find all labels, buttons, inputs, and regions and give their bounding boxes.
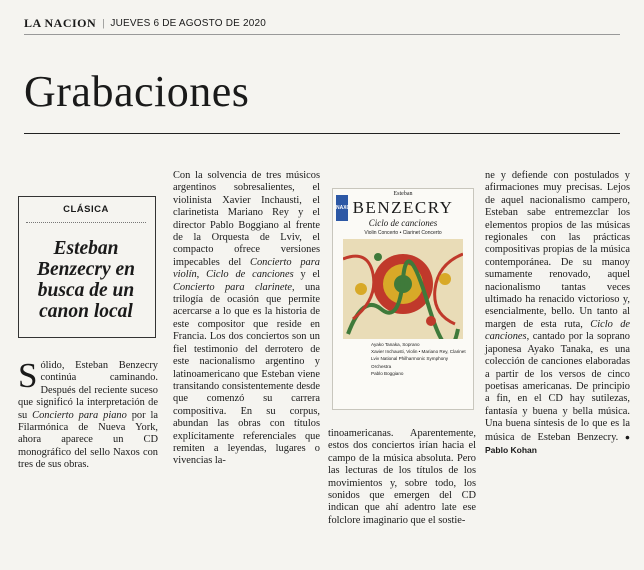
lead-text-2: por la Filarmónica de Nueva York, ahora aparece un CD monográfico del sello Naxos con tres de sus obras. [18, 409, 158, 471]
col2-text-1: Con la solvencia de tres músicos argentinos sobresalientes, el violinista Xavier Inchausti, el clarinetista Mariano Rey y el director Pablo Boggiano al frente de la Orquesta de Lviv, el compacto ofrece versiones impecables del [173, 170, 320, 268]
lead-paragraph [18, 356, 158, 472]
col2-italic-1: Concierto para violín [173, 256, 320, 281]
body-column-2 [173, 170, 320, 468]
masthead-separator: | [102, 17, 105, 29]
col4-italic-1: Ciclo de canciones [485, 318, 630, 343]
lead-text-1: ólido, Esteban Benzecry continúa caminando. Después del reciente suceso que significó la interpretación de su [18, 360, 158, 421]
col2-text-3: y el [293, 269, 320, 281]
newspaper-brand: LA NACION [24, 15, 97, 30]
headline: Esteban Benzecry en busca de un canon local [36, 238, 136, 322]
col4-text-1: ne y defiende con postulados y afirmaciones muy precisas. Lejos de aquel nacionalismo campero, Esteban sabe entremezclar los elementos propios de las músicas regionales con las prácticas compositivas propias de la música contemporánea. De su manoy sumamente renovado, aquel nacionalismo tantas veces ultimado ha renacido victorioso y, esencialmente, bello. Un tanto al margen de esta ruta, [485, 170, 630, 330]
cover-performer: Lviv National Philharmonic Symphony Orchestra [371, 356, 449, 369]
col2-text-2: , [196, 269, 207, 281]
body-column-4 [485, 170, 630, 457]
body-column-3: tinoamericanas. Aparentemente, estos dos conciertos irían hacia el campo de la música absoluta. Pero las lecturas de los títulos de los movimientos y, sobre todo, los sonidos que emergen del CD indican que ahí adentro late ese folclore imaginario que el sostie- [328, 428, 476, 526]
col2-text-4: , una trilogía de ocasión que permite acercarse a lo que es la historia de este compositor que reside en Francia. Los dos conciertos son un fiel testimonio del derrotero de este nacionalismo argentino y latinoamericano que Esteban viene transitando consistentemente desde que comenzó su carrera compositiva. En su corpus, abundan las obras con títulos explícitamente referenciales que remiten a leyendas, lugares o vivencias la- [173, 281, 320, 467]
drop-cap: S [18, 356, 38, 395]
section-title: Grabaciones [24, 67, 250, 116]
cover-title: Ciclo de canciones [368, 218, 438, 228]
kicker: CLÁSICA [63, 204, 109, 215]
kicker-divider [26, 222, 146, 223]
cd-cover [332, 188, 474, 410]
cover-composer: BENZECRY [352, 198, 454, 217]
cover-performers [371, 341, 469, 377]
byline: ● Pablo Kohan [485, 431, 630, 455]
masthead [24, 12, 620, 35]
lead-italic-1: Concierto para piano [32, 409, 127, 421]
col2-italic-3: Concierto para clarinete [173, 281, 292, 293]
cover-composer-first: Esteban [393, 191, 413, 197]
cover-performer: Pablo Boggiano [371, 370, 404, 376]
naxos-logo: NAXOS [336, 195, 348, 221]
cover-performer: Ayako Tanaka, Soprano [371, 342, 420, 347]
cover-subtitle: Violin Concerto • Clarinet Concerto [364, 230, 442, 236]
cover-artwork [343, 239, 463, 339]
col2-italic-2: Ciclo de canciones [206, 269, 294, 281]
col4-text-2: , cantado por la soprano japonesa Ayako Tanaka, es una colección de canciones elaboradas a partir de los versos de cinco poetisas americanas. De principio a fin, en el CD hay sutilezas, fantasía y buena y bella música. Una buena síntesis de lo que es la música de Esteban Benzecry. [485, 331, 630, 443]
issue-date: JUEVES 6 DE AGOSTO DE 2020 [110, 17, 267, 29]
cover-performer: Xavier Inchausti, Violin • Mariano Rey, Clarinet [371, 349, 466, 355]
section-rule [24, 133, 620, 134]
